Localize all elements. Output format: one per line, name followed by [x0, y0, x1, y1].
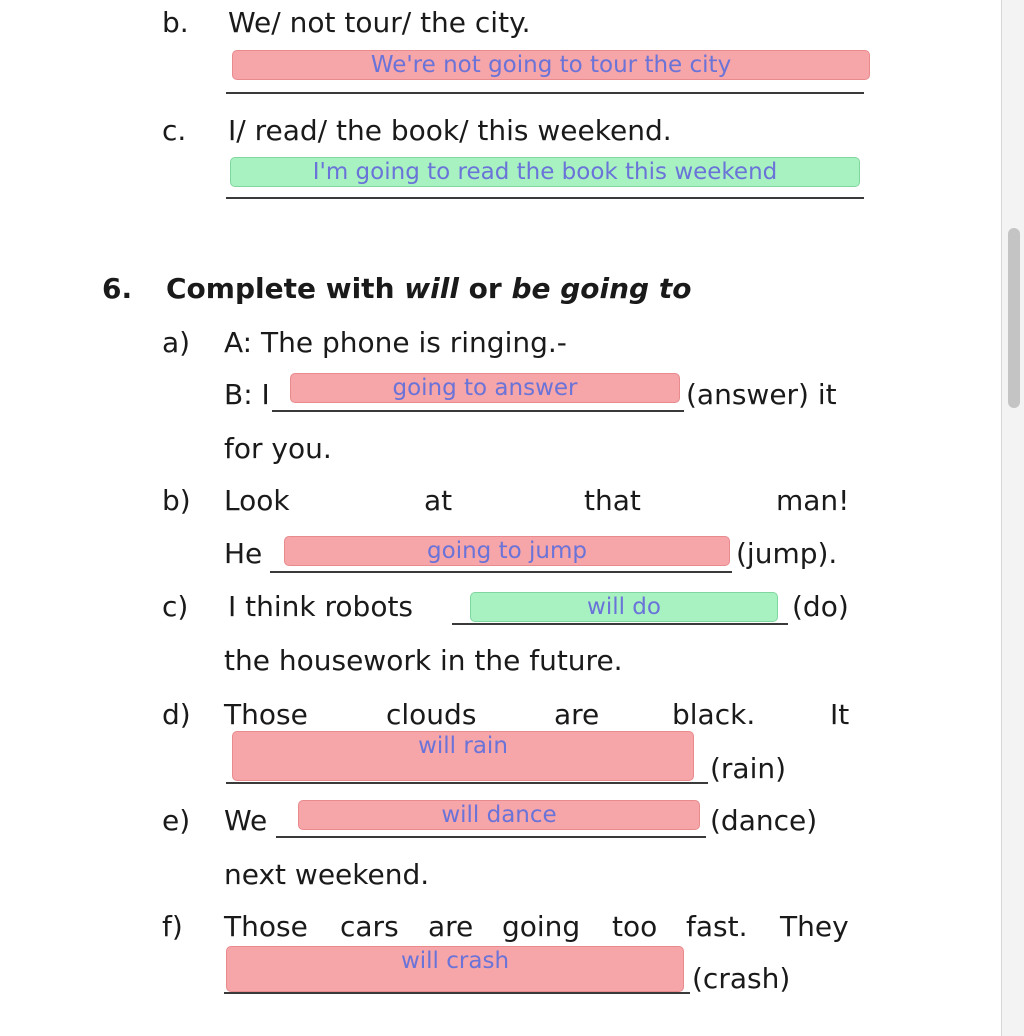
answer-field-c[interactable]: I'm going to read the book this weekend — [230, 157, 860, 187]
item-6f-word: going — [502, 910, 581, 943]
item-6f-word: fast. — [686, 910, 748, 943]
item-c-marker: c. — [162, 114, 187, 147]
answer-field-6a[interactable]: going to answer — [290, 373, 680, 403]
section-6-number: 6. — [102, 272, 133, 305]
item-6e-verb: (dance) — [710, 804, 818, 837]
item-6f-word: Those — [224, 910, 308, 943]
item-6f-word: They — [780, 910, 849, 943]
item-6b-verb: (jump). — [736, 537, 838, 570]
item-b-prompt: We/ not tour/ the city. — [228, 6, 531, 39]
answer-line-6d — [226, 782, 708, 784]
item-6d-marker: d) — [162, 698, 191, 731]
answer-field-b[interactable]: We're not going to tour the city — [232, 50, 870, 80]
answer-field-6b[interactable]: going to jump — [284, 536, 730, 566]
answer-field-6e[interactable]: will dance — [298, 800, 700, 830]
item-6b-word: man! — [776, 484, 850, 517]
item-6d-word: Those — [224, 698, 308, 731]
answer-line-b — [226, 92, 864, 94]
answer-line-6c — [452, 623, 788, 625]
item-6d-word: are — [554, 698, 600, 731]
item-c-prompt: I/ read/ the book/ this weekend. — [228, 114, 672, 147]
item-6d-word: black. — [672, 698, 756, 731]
item-6f-word: too — [612, 910, 658, 943]
item-b-marker: b. — [162, 6, 189, 39]
answer-field-6f[interactable]: will crash — [226, 946, 684, 992]
item-6a-pre: B: I — [224, 378, 270, 411]
item-6b-word: at — [424, 484, 453, 517]
item-6b-pre: He — [224, 537, 263, 570]
item-6c-pre: I think robots — [228, 590, 414, 623]
item-6f-word: are — [428, 910, 474, 943]
answer-line-6a — [272, 410, 684, 412]
item-6a-verb: (answer) it — [686, 378, 837, 411]
item-6b-marker: b) — [162, 484, 191, 517]
answer-line-c — [226, 197, 864, 199]
item-6d-verb: (rain) — [710, 752, 787, 785]
item-6a-post: for you. — [224, 432, 332, 465]
item-6c-marker: c) — [162, 590, 189, 623]
item-6a-marker: a) — [162, 326, 191, 359]
item-6f-word: cars — [340, 910, 399, 943]
scrollbar-thumb[interactable] — [1008, 228, 1020, 408]
answer-line-6f — [224, 992, 690, 994]
section-6-title: Complete with will or be going to — [166, 272, 692, 305]
item-6e-marker: e) — [162, 804, 191, 837]
item-6f-marker: f) — [162, 910, 183, 943]
item-6e-pre: We — [224, 804, 268, 837]
item-6a-line1: A: The phone is ringing.- — [224, 326, 567, 359]
answer-line-6e — [276, 836, 706, 838]
answer-line-6b — [270, 571, 732, 573]
item-6d-word: clouds — [386, 698, 477, 731]
item-6e-post: next weekend. — [224, 858, 430, 891]
vertical-scrollbar[interactable] — [1001, 0, 1024, 1036]
item-6f-verb: (crash) — [692, 962, 791, 995]
item-6c-verb: (do) — [792, 590, 849, 623]
answer-field-6c[interactable]: will do — [470, 592, 778, 622]
item-6b-word: Look — [224, 484, 290, 517]
answer-field-6d[interactable]: will rain — [232, 731, 694, 781]
item-6b-word: that — [584, 484, 641, 517]
item-6c-post: the housework in the future. — [224, 644, 623, 677]
item-6d-word: It — [830, 698, 850, 731]
